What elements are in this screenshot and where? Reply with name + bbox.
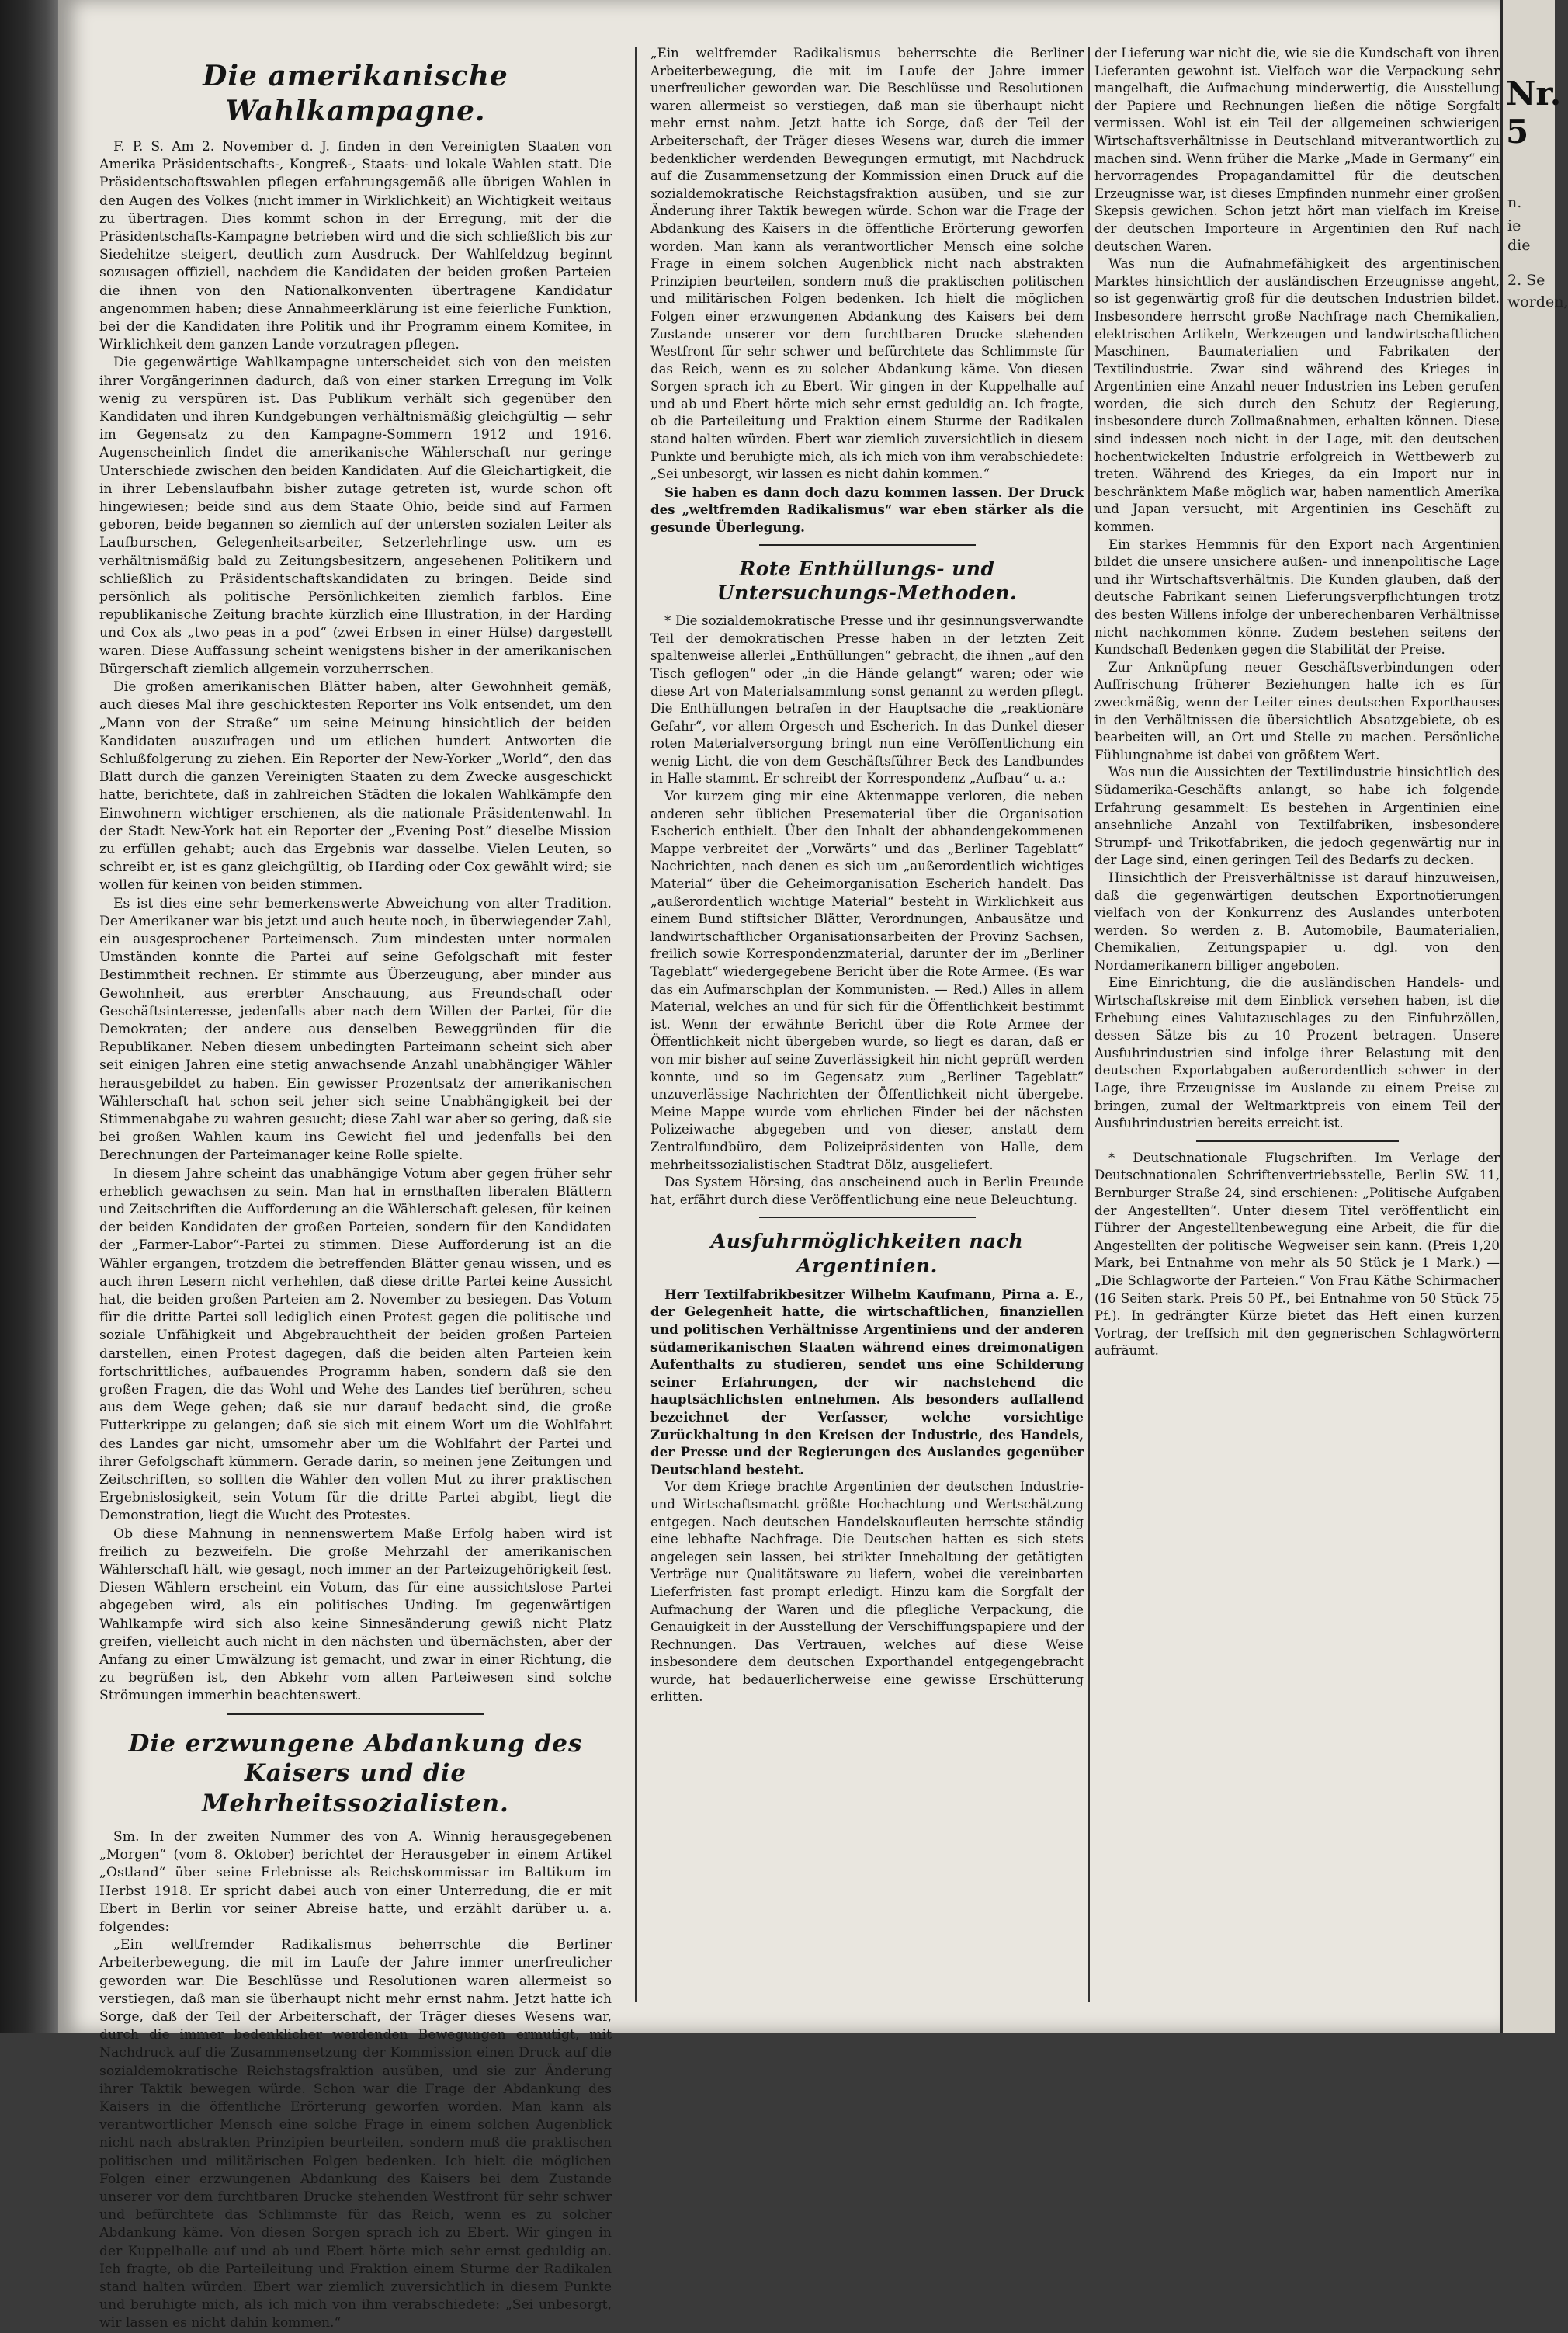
- article-paragraph: Es ist dies eine sehr bemerkenswerte Abweichung von alter Tradition. Der Amerikaner war bis jetzt und auch heute noch, in überwiegender Zahl, ein ausgesprochener Parteimensch. Zum mindesten unter normalen Umständen konnte die Partei auf seine Gefolgschaft mit fester Bestimmtheit rechnen. Er stimmte aus Überzeugung, aber minder aus Gewohnheit, aus ererbter Anschauung, aus Freundschaft oder Geschäftsinteresse, jedenfalls aber nach dem Willen der Partei, für die Demokraten; der andere aus denselben Beweggründen für die Republikaner. Neben diesem unbedingten Parteimann scheint sich aber seit einigen Jahren eine stetig anwachsende Anzahl unabhängiger Wähler herausgebildet zu haben. Ein gewisser Prozentsatz der amerikanischen Wählerschaft hat schon seit jeher sich seine Unabhängigkeit bei der Stimmenabgabe zu wahren gesucht; diese Zahl war aber so gering, daß sie bei großen Wahlen kaum ins Gewicht fiel und jedenfalls bei den Berechnungen der Parteimanager keine Rolle spielte.: [99, 895, 612, 1164]
- article-title: Die amerikanische Wahlkampagne.: [203, 60, 508, 127]
- article-paragraph: Zur Anknüpfung neuer Geschäftsverbindungen oder Auffrischung früherer Beziehungen halte ich es für zweckmäßig, wenn der Leiter eines deutschen Exporthauses in den Verhältnissen die übersichtlich Absatzgebiete, ob es bearbeiten will, an Ort und Stelle zu machen. Persönliche Fühlungnahme ist dabei von größtem Wert.: [1094, 659, 1500, 762]
- column-1: [99, 45, 612, 2331]
- column-2: [650, 45, 1084, 2010]
- page-number: Nr. 5: [1506, 75, 1562, 151]
- article-separator: [1196, 1140, 1399, 1142]
- article-enthuellungen: [650, 557, 1084, 1210]
- article-paragraph: Vor dem Kriege brachte Argentinien der deutschen Industrie- und Wirtschaftsmacht größte Hochachtung und Wertschätzung entgegen. Nach deutschen Handelskaufleuten herrschte ständig eine lebhafte Nachfrage. Die Deutschen hatten es sich stets angelegen sein lassen, bei strikter Innehaltung der getätigten Verträge nur Qualitätsware zu liefern, wobei die vereinbarten Lieferfristen fast prompt erledigt. Hinzu kam die Sorgfalt der Aufmachung der Waren und die pflegliche Verpackung, die Genauigkeit in der Ausstellung der Verschiffungspapiere und der Rechnungen. Das Vertrauen, welches auf diese Weise insbesondere dem deutschen Exporthandel entgegengebracht wurde, hat bedauerlicherweise eine gewisse Erschütterung erlitten.: [650, 1479, 1084, 1705]
- article-paragraph: Hinsichtlich der Preisverhältnisse ist darauf hinzuweisen, daß die gegenwärtigen deutschen Exportnotierungen vielfach von der Konkurrenz des Auslandes unterboten werden. So werden z. B. Automobile, Baumaterialien, Chemikalien, Zeitungspapier u. dgl. von den Nordamerikanern billiger angeboten.: [1094, 870, 1500, 973]
- article-paragraph: „Ein weltfremder Radikalismus beherrschte die Berliner Arbeiterbewegung, die mit im Laufe der Jahre immer unerfreulicher geworden war. Die Beschlüsse und Resolutionen waren allermeist so verstiegen, daß man sie überhaupt nicht mehr ernst nahm. Jetzt hatte ich Sorge, daß der Teil der Arbeiterschaft, der Träger dieses Wesens war, durch die immer bedenklicher werdenden Bewegungen ermutigt, mit Nachdruck auf die Zusammensetzung der Kommission einen Druck auf die sozialdemokratische Reichstagsfraktion ausüben, und sie zur Änderung ihrer Taktik bewegen würde. Schon war die Frage der Abdankung des Kaisers in die öffentliche Erörterung geworfen worden. Man kann als verantwortlicher Mensch eine solche Frage in einem solchen Augenblick nicht nach abstrakten Prinzipien beurteilen, sondern muß die praktischen politischen und militärischen Folgen bedenken. Ich hielt die möglichen Folgen einer erzwungenen Abdankung des Kaisers bei dem Zustande unserer vor dem furchtbaren Drucke stehenden Westfront für sehr schwer und befürchtete das Schlimmste für das Reich, wenn es zu solcher Abdankung käme. Von diesen Sorgen sprach ich zu Ebert. Wir gingen in der Kuppelhalle auf und ab und Ebert hörte mich sehr ernst geduldig an. Ich fragte, ob die Parteileitung und Fraktion einem Sturme der Radikalen stand halten würden. Ebert war ziemlich zuversichtlich in diesem Punkte und beruhigte mich, als ich mich von ihm verabschiedete: „Sei unbesorgt, wir lassen es nicht dahin kommen.“: [99, 1937, 612, 2331]
- article-paragraph: Das System Hörsing, das anscheinend auch in Berlin Freunde hat, erfährt durch diese Veröffentlichung eine neue Beleuchtung.: [650, 1175, 1084, 1207]
- article-paragraph: In diesem Jahre scheint das unabhängige Votum aber gegen früher sehr erheblich gewachsen zu sein. Man hat in ernsthaften liberalen Blättern und Zeitschriften die Aufforderung an die Wählerschaft gelesen, für keinen der beiden Kandidaten der großen Parteien, sondern für den Kandidaten der „Farmer-Labor“-Partei zu stimmen. Diese Aufforderung ist an die Wähler ergangen, trotzdem die betreffenden Blätter genau wissen, und es auch ihren Lesern nicht verhehlen, daß diese dritte Partei keine Aussicht hat, die beiden großen Parteien am 2. November zu besiegen. Das Votum für die dritte Partei soll lediglich einen Protest gegen die politische und soziale Unfähigkeit und Abgebrauchtheit der beiden großen Parteien darstellen, einen Protest dagegen, daß die beiden alten Parteien kein fortschrittliches, aufbauendes Programm haben, sondern daß sie den großen Fragen, die das Wohl und Wehe des Landes tief berühren, scheu aus dem Wege gehen; daß sie nur darauf bedacht sind, die große Futterkrippe zu gelangen; daß sie sich mit einem Wort um die Wohlfahrt des Landes gar nicht, umsomehr aber um die Wohlfahrt der Partei und ihrer Gefolgschaft kümmern. Gerade darin, so meinen jene Zeitungen und Zeitschriften, so sollten die Wähler den vollen Mut zu ihrer praktischen Ergebnislosigkeit, sein Votum für die dritte Partei abgibt, liegt die Demonstration, liegt die Wucht des Protestes.: [99, 1165, 612, 1524]
- article-paragraph: F. P. S. Am 2. November d. J. finden in den Vereinigten Staaten von Amerika Präsidentschafts-, Kongreß-, Staats- und lokale Wahlen statt. Die Präsidentschaftswahlen pflegen erfahrungsgemäß alle übrigen Wahlen in den Augen des Volkes (nicht immer in Wirklichkeit) an Wichtigkeit weitaus zu übertragen. Dies kommt schon in der Erregung, mit der die Präsidentschafts-Kampagne betrieben wird und die sich schließlich bis zur Siedehitze steigert, deutlich zum Ausdruck. Der Wahlfeldzug beginnt sozusagen offiziell, nachdem die Kandidaten der beiden großen Parteien die ihnen von den Nationalkonventen übertragene Kandidatur angenommen haben; diese Annahmeerklärung ist eine feierliche Funktion, bei der die Kandidaten ihre Politik und ihr Programm einem Komitee, in Wirklichkeit dem ganzen Lande vorzutragen pflegen.: [99, 139, 612, 353]
- article-paragraph: * Die sozialdemokratische Presse und ihr gesinnungsverwandte Teil der demokratischen Presse haben in der letzten Zeit spaltenweise allerlei „Enthüllungen“ gebracht, die ihnen „auf den Tisch geflogen“ oder „in die Hände gelangt“ waren; oder wie diese Art von Materialsammlung sonst genannt zu werden pflegt. Die Enthüllungen betrafen in der Hauptsache die „reaktionäre Gefahr“, vor allem Orgesch und Escherich. In das Dunkel dieser roten Materialversorgung bringt nun eine Veröffentlichung ein wenig Licht, die von dem Geschäftsführer Beck des Landbundes in Halle stammt. Er schreibt der Korrespondenz „Aufbau“ u. a.:: [650, 613, 1084, 786]
- article-paragraph: Sie haben es dann doch dazu kommen lassen. Der Druck des „weltfremden Radikalismus“ war eben stärker als die gesunde Überlegung.: [650, 484, 1084, 536]
- next-page-edge: [1500, 0, 1568, 2033]
- article-separator: [759, 1217, 976, 1218]
- article-paragraph: Was nun die Aussichten der Textilindustrie hinsichtlich des Südamerika-Geschäfts anlangt, so habe ich folgende Erfahrung gesammelt: Es bestehen in Argentinien eine ansehnliche Anzahl von Textilfabriken, insbesondere Strumpf- und Trikotfabriken, die jedoch gegenwärtig nur in der Lage sind, einen geringen Teil des Bedarfs zu decken.: [1094, 765, 1500, 868]
- article-abdankung: [99, 1729, 612, 2333]
- article-separator: [227, 1713, 484, 1715]
- article-title: Ausfuhrmöglichkeiten nach Argentinien.: [710, 1230, 1024, 1277]
- column-3: [1094, 45, 1500, 2010]
- column-rule: [1088, 47, 1090, 2002]
- article-paragraph: Ein starkes Hemmnis für den Export nach Argentinien bildet die unsere unsichere außen- und innenpolitische Lage und ihr Wirtschaftsverhältnis. Die Kunden glauben, daß der deutsche Fabrikant seinen Lieferungsverpflichtungen trotz des besten Willens infolge der unberechenbaren Verhältnisse nicht nachkommen könne. Zudem bestehen seitens der Kundschaft Bedenken gegen die Stabilität der Preise.: [1094, 536, 1500, 658]
- edge-fragment: worden,: [1507, 293, 1568, 311]
- column-rule: [635, 47, 637, 2002]
- article-paragraph: Die gegenwärtige Wahlkampagne unterscheidet sich von den meisten ihrer Vorgängerinnen dadurch, daß von einer starken Erregung im Volk wenig zu verspüren ist. Das Publikum verhält sich gegenüber den Kandidaten und ihren Kundgebungen verhältnismäßig gleichgültig — sehr im Gegensatz zu den Kampagne-Sommern 1912 und 1916. Augenscheinlich findet die amerikanische Wählerschaft nur geringe Unterschiede zwischen den beiden Kandidaten. Auf die Gleichartigkeit, die in ihrer Lebenslaufbahn bisher zutage getreten ist, wurde schon oft hingewiesen; beide sind aus dem Staate Ohio, beide sind auf Farmen geboren, beide begannen so ziemlich auf der untersten sozialen Leiter als Laufburschen, Gelegenheitsarbeiter, Setzerlehrlinge usw. um es verhältnismäßig bald zu Zeitungsbesitzern, angesehenen Politikern und schließlich zu Präsidentschaftskandidaten zu bringen. Beide sind persönlich als politische Persönlichkeiten ziemlich farblos. Eine republikanische Zeitung brachte kürzlich eine Illustration, in der Harding und Cox als „two peas in a pod“ (zwei Erbsen in einer Hülse) dargestellt waren. Diese Auffassung scheint wenigstens bisher in der amerikanischen Bürgerschaft ziemlich allgemein vorzuherrschen.: [99, 355, 612, 677]
- article-wahlkampagne: [99, 59, 612, 1706]
- article-paragraph: Ob diese Mahnung in nennenswertem Maße Erfolg haben wird ist freilich zu bezweifeln. Die große Mehrzahl der amerikanischen Wählerschaft hält, wie gesagt, noch immer an der Parteizugehörigkeit fest. Diesen Wählern erscheint ein Votum, das für eine aussichtslose Partei abgegeben wird, als ein politisches Unding. Im gegenwärtigen Wahlkampfe wird sich also keine Sinnesänderung gewiß nicht Platz greifen, vielleicht auch nicht in den nächsten und übernächsten, aber der Anfang zu einer Umwälzung ist gemacht, und zwar in einer Richtung, die zu begrüßen ist, den Abkehr vom alten Parteiwesen sind solche Strömungen immerhin beachtenswert.: [99, 1526, 612, 1704]
- article-paragraph: Die großen amerikanischen Blätter haben, alter Gewohnheit gemäß, auch dieses Mal ihre geschicktesten Reporter ins Volk entsendet, um den „Mann von der Straße“ um seine Meinung hinsichtlich der beiden Kandidaten auszufragen und um etlichen hundert Antworten die Schlußfolgerung zu ziehen. Ein Reporter der New-Yorker „World“, den das Blatt durch die ganzen Vereinigten Staaten zu dem Zwecke ausgeschickt hatte, berichtete, daß in zahlreichen Städten die lokalen Wahlkämpfe den Einwohnern wichtiger erschienen, als die nationale Präsidentenwahl. In der Stadt New-York hat ein Reporter der „Evening Post“ dieselbe Mission zu erfüllen gehabt; auch das Ergebnis war dasselbe. Vielen Leuten, so schreibt er, ist es ganz gleichgültig, ob Harding oder Cox gewählt wird; sie wollen für keinen von beiden stimmen.: [99, 679, 612, 894]
- article-argentinien: [650, 1229, 1084, 1706]
- notice-paragraph: * Deutschnationale Flugschriften. Im Verlage der Deutschnationalen Schriftenvertriebsstelle, Berlin SW. 11, Bernburger Straße 24, sind erschienen: „Politische Aufgaben der Angestellten“. Unter diesem Titel veröffentlicht ein Führer der Angestelltenbewegung eine Arbeit, die für die Angestellten der politische Wegweiser sein kann. (Preis 1,20 Mark, bei Entnahme von mehr als 50 Stück je 1 Mark.) — „Die Schlagworte der Parteien.“ Von Frau Käthe Schirmacher (16 Seiten stark. Preis 50 Pf., bei Entnahme von 50 Stück 75 Pf.). In gedrängter Kürze bietet das Heft einen kurzen Vortrag, der treffsich mit den gegnerischen Schlagwörtern aufräumt.: [1094, 1150, 1500, 1359]
- edge-fragment: 2. Se: [1507, 272, 1545, 289]
- edge-fragment: ie: [1507, 217, 1521, 234]
- edge-fragment: n.: [1507, 194, 1522, 211]
- article-paragraph: der Lieferung war nicht die, wie sie die Kundschaft von ihren Lieferanten gewohnt ist. Vielfach war die Verpackung sehr mangelhaft, die Aufmachung minderwertig, die Ausstellung der Papiere und Rechnungen ließen die nötige Sorgfalt vermissen. Wohl ist ein Teil der allgemeinen schwierigen Wirtschaftsverhältnisse in Deutschland mitverantwortlich zu machen sind. Wenn früher die Marke „Made in Germany“ ein hervorragendes Propagandamittel für die deutschen Erzeugnisse war, ist dieses Empfinden nunmehr einer großen Skepsis gewichen. Schon jetzt hört man vielfach im Kreise der deutschen Importeure in Argentinien den Ruf nach deutschen Waren.: [1094, 46, 1500, 254]
- article-paragraph: „Ein weltfremder Radikalismus beherrschte die Berliner Arbeiterbewegung, die mit im Laufe der Jahre immer unerfreulicher geworden war. Die Beschlüsse und Resolutionen waren allermeist so verstiegen, daß man sie überhaupt nicht mehr ernst nahm. Jetzt hatte ich Sorge, daß der Teil der Arbeiterschaft, der Träger dieses Wesens war, durch die immer bedenklicher werdenden Bewegungen ermutigt, mit Nachdruck auf die Zusammensetzung der Kommission einen Druck auf die sozialdemokratische Reichstagsfraktion ausüben, und sie zur Änderung ihrer Taktik bewegen würde. Schon war die Frage der Abdankung des Kaisers in die öffentliche Erörterung geworfen worden. Man kann als verantwortlicher Mensch eine solche Frage in einem solchen Augenblick nicht nach abstrakten Prinzipien beurteilen, sondern muß die praktischen politischen und militärischen Folgen bedenken. Ich hielt die möglichen Folgen einer erzwungenen Abdankung des Kaisers bei dem Zustande unserer vor dem furchtbaren Drucke stehenden Westfront für sehr schwer und befürchtete das Schlimmste für das Reich, wenn es zu solcher Abdankung käme. Von diesen Sorgen sprach ich zu Ebert. Wir gingen in der Kuppelhalle auf und ab und Ebert hörte mich sehr ernst geduldig an. Ich fragte, ob die Parteileitung und Fraktion einem Sturme der Radikalen stand halten würden. Ebert war ziemlich zuversichtlich in diesem Punkte und beruhigte mich, als ich mich von ihm verabschiedete: „Sei unbesorgt, wir lassen es nicht dahin kommen.“: [650, 46, 1084, 482]
- article-title: Rote Enthüllungs- und Untersuchungs-Methoden.: [716, 557, 1018, 604]
- article-paragraph: Sm. In der zweiten Nummer des von A. Winnig herausgegebenen „Morgen“ (vom 8. Oktober) berichtet der Herausgeber in einem Artikel „Ostland“ über seine Erlebnisse als Reichskommissar im Baltikum im Herbst 1918. Er spricht dabei auch von einer Unterredung, die er mit Ebert in Berlin vor seiner Abreise hatte, und erzählt darüber u. a. folgendes:: [99, 1828, 612, 1935]
- article-paragraph: Was nun die Aufnahmefähigkeit des argentinischen Marktes hinsichtlich der ausländischen Erzeugnisse angeht, so ist gegenwärtig groß für die deutschen Industrien bildet. Insbesondere herrscht große Nachfrage nach Chemikalien, elektrischen Artikeln, Werkzeugen und landwirtschaftlichen Maschinen, Baumaterialien und Fabrikaten der Textilindustrie. Zwar sind während des Krieges in Argentinien eine Anzahl neuer Industrien ins Leben gerufen worden, die sich durch den Schutz der Regierung, insbesondere durch Zollmaßnahmen, erhalten können. Diese sind indessen noch nicht in der Lage, mit den deutschen hochentwickelten Industrie erfolgreich in Wettbewerb zu treten. Während des Krieges, da ein Import nur in beschränktem Maße möglich war, haben namentlich Amerika und Japan versucht, mit Argentinien ins Geschäft zu kommen.: [1094, 256, 1500, 535]
- article-paragraph: Eine Einrichtung, die die ausländischen Handels- und Wirtschaftskreise mit dem Einblick versehen haben, ist die Erhebung eines Valutazuschlages zu den Einfuhrzöllen, dessen Sätze bis zu 10 Prozent betragen. Unsere Ausfuhrindustrien sind infolge ihrer Belastung mit den deutschen Exportabgaben außerordentlich schwer in der Lage, ihre Erzeugnisse im Auslande zu einem Preise zu bringen, zumal der Weltmarktpreis von einem Teil der Ausfuhrindustrien bereits erreicht ist.: [1094, 975, 1500, 1131]
- article-paragraph: Herr Textilfabrikbesitzer Wilhelm Kaufmann, Pirna a. E., der Gelegenheit hatte, die wirtschaftlichen, finanziellen und politischen Verhältnisse Argentiniens und der anderen südamerikanischen Staaten während eines dreimonatigen Aufenthalts zu studieren, sendet uns eine Schilderung seiner Erfahrungen, der wir nachstehend die hauptsächlichsten entnehmen. Als besonders auffallend bezeichnet der Verfasser, welche vorsichtige Zurückhaltung in den Kreisen der Industrie, des Handels, der Presse und der Regierungen des Auslandes gegenüber Deutschland besteht.: [650, 1286, 1084, 1477]
- book-binding: [0, 0, 58, 2033]
- article-separator: [759, 544, 976, 546]
- article-paragraph: Vor kurzem ging mir eine Aktenmappe verloren, die neben anderen sehr üblichen Presematerial über die Organisation Escherich enthielt. Über den Inhalt der abhandengekommenen Mappe verbreitet der „Vorwärts“ und das „Berliner Tageblatt“ Nachrichten, nach denen es sich um „außerordentlich wichtiges Material“ über die Geheimorganisation Escherich handelt. Das „außerordentlich wichtige Material“ besteht in Wirklichkeit aus einem Bund stiftsicher Blätter, Verordnungen, Anbausätze und landwirtschaftlicher Organisationsarbeiten der Provinz Sachsen, freilich sowie Korrespondenzmaterial, darunter der im „Berliner Tageblatt“ wiedergegebene Bericht über die Rote Armee. (Es war das ein Aufmarschplan der Kommunisten. — Red.) Alles in allem Material, welches an und für sich für die Öffentlichkeit bestimmt ist. Wenn der erwähnte Bericht über die Rote Armee der Öffentlichkeit nicht übergeben wurde, so liegt es daran, daß er von mir bisher auf seine Zuverlässigkeit hin nicht geprüft werden konnte, und so im Gegensatz zum „Berliner Tageblatt“ unzuverlässige Nachrichten der Öffentlichkeit nicht übergebe. Meine Mappe wurde vom ehrlichen Finder bei der nächsten Polizeiwache abgegeben und von dieser, anstatt dem Zentralfundbüro, dem Polizeipräsidenten von Halle, dem mehrheitssozialistischen Stadtrat Dölz, ausgeliefert.: [650, 789, 1084, 1172]
- article-title: Die erzwungene Abdankung des Kaisers und die Mehrheitssozialisten.: [128, 1729, 583, 1818]
- edge-fragment: die: [1507, 237, 1531, 254]
